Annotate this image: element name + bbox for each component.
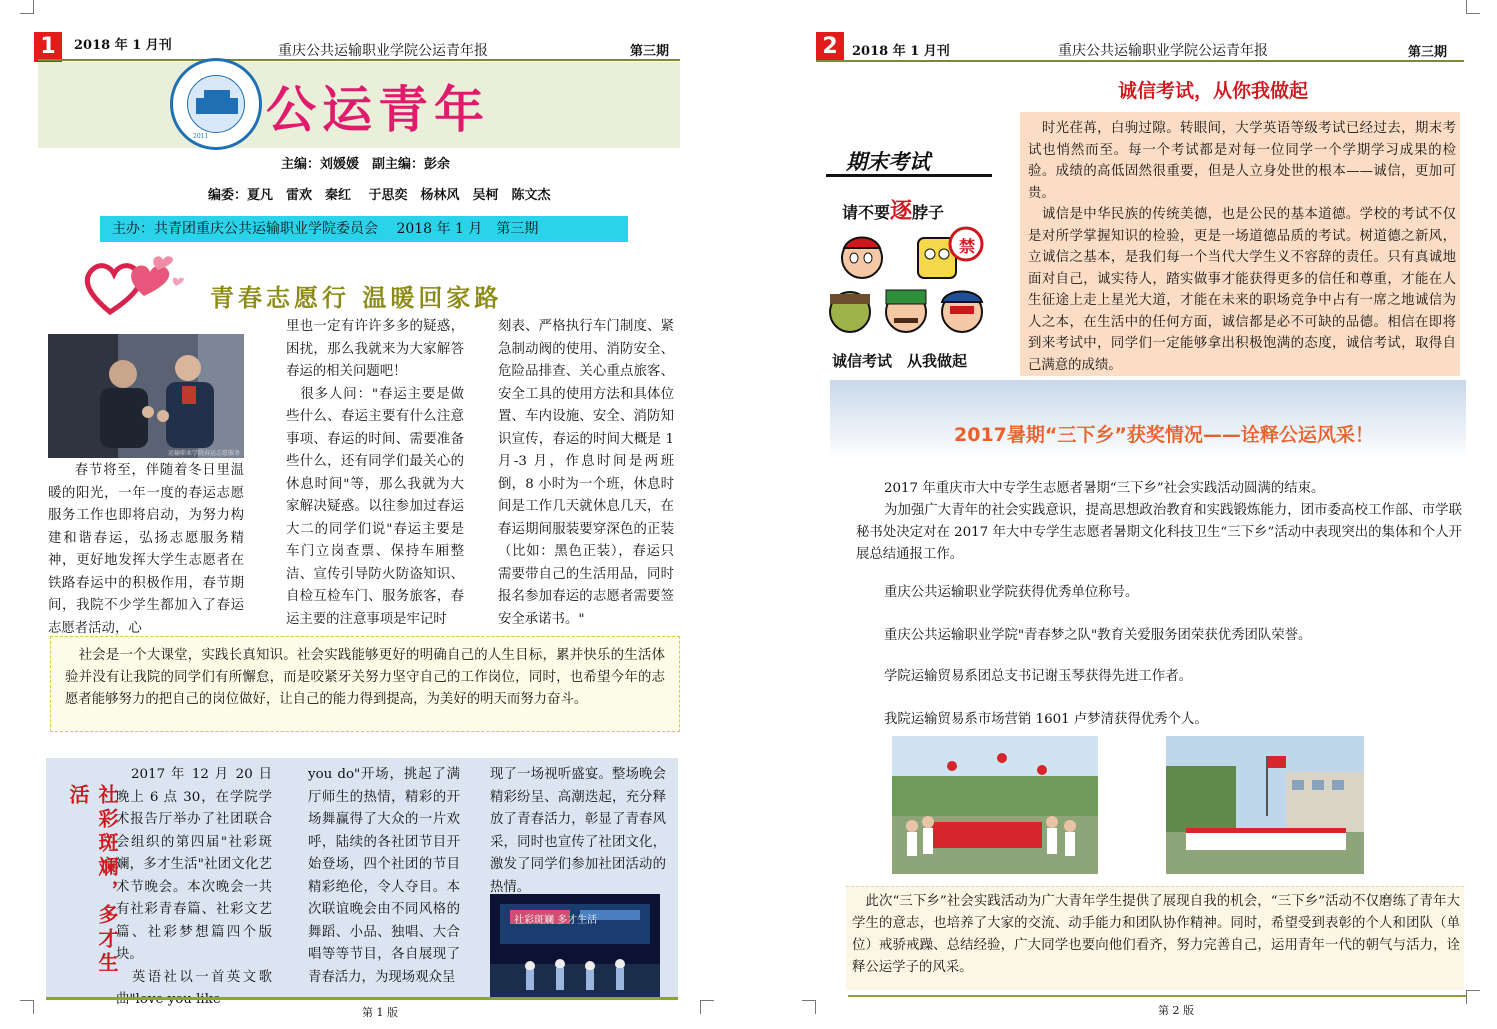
issue-number: 第三期 (1408, 45, 1448, 60)
logo-emblem (187, 75, 245, 133)
team-photo-2 (1166, 736, 1364, 874)
footer-rule (848, 995, 1466, 997)
page-2 (752, 0, 1497, 1029)
award-para-4: 重庆公共运输职业学院"青春梦之队"教育关爱服务团荣获优秀团队荣誉。 (884, 628, 1312, 643)
clubs-col-3: 现了一场视听盛宴。整场晚会精彩纷呈、高潮迭起，充分释放了青春活力，彰显了青春风采，同时也宣传了社团文化，激发了同学们参加社团活动的热情。 (490, 767, 666, 895)
cartoon-slogan: 诚信考试 从我做起 (832, 352, 968, 370)
clubs-col-2: you do"开场，挑起了满厅师生的热情，精彩的开场舞赢得了大众的一片欢呼，陆续的各社团节目开始登场，四个社团的节目精彩绝伦，令人夺目。本次联谊晚会由不同风格的舞蹈、小品、独唱、大合唱等等节目，各自展现了青春活力，为现场观众呈 (308, 767, 460, 985)
clubs-article-box (46, 758, 678, 998)
cartoon-title: 期末考试 (846, 150, 930, 174)
team-photo-2-art (1166, 736, 1364, 874)
award-article-title: 2017暑期“三下乡”获奖情况——诠释公运风采！ (954, 424, 1374, 446)
article-col-1: 春节将至，伴随着冬日里温暖的阳光，一年一度的春运志愿服务工作也即将启动，为努力构建和谐春运，弘扬志愿服务精神，更好地发挥大学生志愿者在铁路春运中的积极作用，春节期间，我院不少学生都加入了春运志愿者活动，心 (48, 463, 244, 636)
gala-photo (490, 894, 660, 998)
volunteer-photo (48, 334, 244, 458)
paper-title: 重庆公共运输职业学院公运青年报 (1058, 43, 1268, 59)
footer-rule (46, 997, 678, 1000)
article-col-2: 里也一定有许许多多的疑惑，困扰，那么我就来为大家解答春运的相关问题吧！ 很多人问："春运主要是做些什么、春运主要有什么注意事项、春运的时间、需要准备些什么，还有同学们最关心的休息时间"等，那么我就为大家解决疑惑。以往参加过春运大二的同学们说"春运主要是车门立岗查票、保持车厢整洁、宣传引导防火防盗知识、自检互检车门、服务旅客，春运主要的注意事项是牢记时 (286, 319, 464, 627)
clubs-article-title: 社彩斑斓，多才生活 (66, 784, 119, 976)
editorial-board: 编委：夏凡 雷欢 秦红 于思奕 杨林风 吴柯 陈文杰 (208, 188, 551, 203)
honesty-article-title: 诚信考试，从你我做起 (1118, 80, 1309, 102)
masthead (38, 62, 680, 148)
cartoon-subtitle (842, 194, 944, 225)
award-para-5: 学院运输贸易系团总支书记谢玉琴获得先进工作者。 (884, 669, 1192, 684)
crop-mark (1466, 0, 1480, 14)
award-para-3: 重庆公共运输职业学院获得优秀单位称号。 (884, 585, 1139, 600)
award-summary-box (846, 886, 1464, 990)
cartoon-underline (826, 174, 992, 177)
page-footer: 第 2 版 (1158, 1004, 1194, 1017)
issue-number: 第三期 (630, 44, 670, 59)
logo-year: 2011 (193, 133, 209, 140)
photo-caption: 运输职业学院春运志愿服务 (168, 450, 241, 457)
sponsor-banner: 主办：共青团重庆公共运输职业学院委员会 2018 年 1 月 第三期 (100, 216, 628, 242)
clubs-col-1: 2017 年 12 月 20 日晚上 6 点 30，在学院学术报告厅举办了社团联合会组织的第四届"社彩斑斓，多才生活"社团文化艺术节晚会。本次晚会一共有社彩青春篇、社彩文艺篇、社彩梦想篇四个版块。 英语社以一首英文歌 (116, 767, 272, 985)
team-photo-1 (892, 736, 1098, 874)
crop-mark (20, 1000, 34, 1014)
cartoon-sub-2: 脖子 (912, 203, 945, 222)
issue-date: 2018 年 1 月刊 (74, 38, 172, 53)
award-para-2: 为加强广大青年的社会实践意识，提高思想政治教育和实践锻炼能力，团市委高校工作部、市学联秘书处决定对在 2017 年大中专学生志愿者暑期文化科技卫生“三下乡”活动中表现突出的集体和个人开展总结通报工作。 (856, 503, 1462, 562)
cartoon-badge: 禁 (959, 237, 976, 256)
issue-date: 2018 年 1 月刊 (852, 44, 950, 59)
gala-photo-caption: 社彩斑斓 多才生活 (514, 915, 598, 926)
page-footer: 第 1 版 (362, 1006, 398, 1019)
hearts-icon (80, 250, 190, 320)
paper-title: 重庆公共运输职业学院公运青年报 (278, 43, 488, 59)
page-number: 2 (816, 32, 844, 62)
crop-mark (802, 1000, 816, 1014)
award-para-1: 2017 年重庆市大中专学生志愿者暑期“三下乡”社会实践活动圆满的结束。 (884, 481, 1325, 496)
exam-cartoon (822, 140, 994, 376)
crop-mark (700, 1000, 714, 1014)
logo-building (196, 98, 238, 114)
quote-box: 社会是一个大课堂，实践长真知识。社会实践能够更好的明确自己的人生目标，累并快乐的生活体验并没有让我院的同学们有所懈怠，而是咬紧牙关努力坚守自己的工作岗位，同时，也希望今年的志愿者能够努力的把自己的岗位做好，让自己的能力得到提高，为美好的明天而努力奋斗。 (50, 636, 680, 732)
team-photo-1-art (892, 736, 1098, 874)
honesty-article-box (1020, 112, 1460, 376)
cartoon-sub-red: 逐 (890, 199, 913, 224)
masthead-title: 公运青年 (266, 81, 490, 139)
header-rule (816, 60, 1464, 62)
article-col-3: 刻表、严格执行车门制度、紧急制动阀的使用、消防安全、危险品排查、关心重点旅客、安全工具的使用方法和具体位置、车内设施、安全、消防知识宣传，春运的时间大概是 1 月-3 月，作息时间是两班倒，8 小时为一个班，休息时间是工作几天就休息几天，在春运期间服装要穿深色的正装（比如：黑色正装），春运只需要带自己的生活用品，同时报名参加春运的志愿者需要签安全承诺书。" (498, 319, 674, 627)
page-number: 1 (34, 32, 62, 62)
page-1 (0, 0, 745, 1029)
honesty-para-1: 时光荏苒，白驹过隙。转眼间，大学英语等级考试已经过去，期末考试也悄然而至。每一个考试都是对每一位同学一个学期学习成果的检验。成绩的高低固然很重要，但是人立身处世的根本——诚信，更加可贵。 (1028, 121, 1456, 201)
award-summary: 此次“三下乡”社会实践活动为广大青年学生提供了展现自我的机会，“三下乡”活动不仅磨练了青年大学生的意志，也培养了大家的交流、动手能力和团队协作精神。同时，希望受到表彰的个人和团队（单位）戒骄戒躁、总结经验，广大同学也要向他们看齐，努力完善自己，运用青年一代的朝气与活力，诠释公运学子的风采。 (852, 894, 1460, 975)
gala-photo-art (490, 894, 660, 998)
crop-mark (1466, 990, 1480, 1004)
volunteer-photo-art (48, 334, 244, 458)
article-title: 青春志愿行 温暖回家路 (210, 284, 503, 312)
award-para-6: 我院运输贸易系市场营销 1601 卢梦清获得优秀个人。 (884, 712, 1208, 727)
cartoon-sub-1: 请不要 (842, 203, 891, 222)
honesty-para-2: 诚信是中华民族的传统美德，也是公民的基本道德。学校的考试不仅是对所学掌握知识的检验，更是一场道德品质的考试。树道德之新风，立诚信之基本，是我们每一个当代大学生义不容辞的责任。只有真诚地面对自己，诚实待人，踏实做事才能获得更多的信任和尊重，才能在人生征途上走上星光大道，才能在未来的职场竞争中占有一席之地诚信为人之本，在生活中的任何方面，诚信都是必不可缺的品德。相信在即将到来考试中，同学们一定能够拿出积极饱满的态度，诚信考试，取得自己满意的成绩。 (1028, 207, 1456, 373)
editors-line: 主编：刘媛媛 副主编：彭余 (281, 157, 451, 172)
crop-mark (20, 0, 34, 14)
header-rule (38, 59, 680, 61)
college-logo (170, 58, 262, 150)
